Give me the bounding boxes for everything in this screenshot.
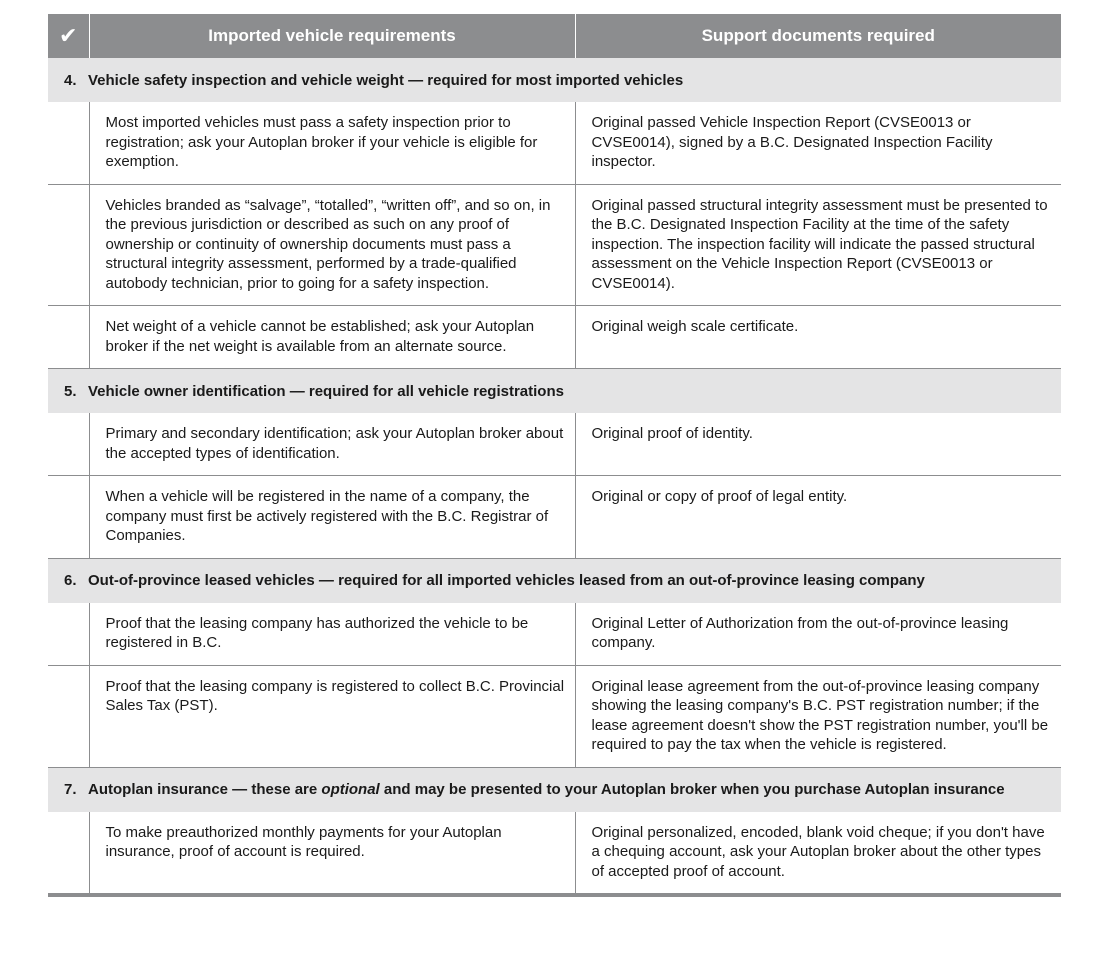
checkbox-cell[interactable] (48, 413, 89, 476)
checkbox-cell[interactable] (48, 184, 89, 306)
checkbox-cell[interactable] (48, 102, 89, 184)
document-cell: Original passed Vehicle Inspection Report (CVSE0013 or CVSE0014), signed by a B.C. Designated Inspection Facility inspector. (575, 102, 1061, 184)
table-row (48, 184, 1061, 306)
table-row (48, 603, 1061, 666)
column-header-requirements: Imported vehicle requirements (89, 14, 575, 58)
section-title (48, 369, 1061, 414)
section-header (48, 558, 1061, 603)
table-row (48, 102, 1061, 184)
checkbox-cell[interactable] (48, 306, 89, 369)
requirement-cell: Primary and secondary identification; ask your Autoplan broker about the accepted types of identification. (89, 413, 575, 476)
requirement-cell: Proof that the leasing company has authorized the vehicle to be registered in B.C. (89, 603, 575, 666)
checkbox-cell[interactable] (48, 476, 89, 559)
document-cell: Original proof of identity. (575, 413, 1061, 476)
section-title (48, 58, 1061, 102)
table-row (48, 413, 1061, 476)
document-cell: Original lease agreement from the out-of-province leasing company showing the leasing company's B.C. PST registration number; if the lease agreement doesn't show the PST registration number, you'll be required to pay the tax when the vehicle is registered. (575, 665, 1061, 767)
checkbox-cell[interactable] (48, 812, 89, 896)
section-title-emphasis: optional (321, 781, 380, 798)
section-header (48, 767, 1061, 812)
table-row (48, 306, 1061, 369)
table-row (48, 476, 1061, 559)
section-title-text: Vehicle owner identification — required for all vehicle registrations (88, 382, 564, 400)
section-title-text-end: and may be presented to your Autoplan broker when you purchase Autoplan insurance (379, 781, 1005, 798)
requirement-cell: Most imported vehicles must pass a safety inspection prior to registration; ask your Autoplan broker if your vehicle is eligible for exemption. (89, 102, 575, 184)
table-row (48, 812, 1061, 896)
column-header-documents: Support documents required (575, 14, 1061, 58)
section-number: 6. (64, 572, 77, 589)
section-number: 5. (64, 382, 77, 400)
requirement-cell: Vehicles branded as “salvage”, “totalled”, “written off”, and so on, in the previous jurisdiction or described as such on any proof of ownership or continuity of ownership documents must pass a structural integrity assessment, performed by a trade-qualified autobody technician, prior to going for a safety inspection. (89, 184, 575, 306)
document-cell: Original or copy of proof of legal entity. (575, 476, 1061, 559)
section-title-text: Out-of-province leased vehicles — required for all imported vehicles leased from an out-of-province leasing company (88, 572, 925, 589)
section-header (48, 58, 1061, 102)
section-number: 7. (64, 781, 77, 798)
section-title (48, 558, 1061, 603)
requirement-cell: Proof that the leasing company is registered to collect B.C. Provincial Sales Tax (PST). (89, 665, 575, 767)
section-title (48, 767, 1061, 812)
section-title-text: Autoplan insurance — these are (88, 781, 322, 798)
checkbox-cell[interactable] (48, 665, 89, 767)
document-cell: Original Letter of Authorization from the out-of-province leasing company. (575, 603, 1061, 666)
checkmark-icon: ✔ (48, 14, 89, 58)
section-title-text: Vehicle safety inspection and vehicle weight — required for most imported vehicles (88, 71, 684, 89)
table-header-row (48, 14, 1061, 58)
document-cell: Original weigh scale certificate. (575, 306, 1061, 369)
requirements-table-container (48, 14, 1061, 897)
document-cell: Original passed structural integrity assessment must be presented to the B.C. Designated Inspection Facility at the time of the safety inspection. The inspection facility will indicate the passed structural assessment on the Vehicle Inspection Report (CVSE0013 or CVSE0014). (575, 184, 1061, 306)
section-header (48, 369, 1061, 414)
requirement-cell: When a vehicle will be registered in the name of a company, the company must first be actively registered with the B.C. Registrar of Companies. (89, 476, 575, 559)
requirements-table (48, 14, 1061, 897)
document-cell: Original personalized, encoded, blank void cheque; if you don't have a chequing account, ask your Autoplan broker about the other types of accepted proof of account. (575, 812, 1061, 896)
table-row (48, 665, 1061, 767)
checkbox-cell[interactable] (48, 603, 89, 666)
requirement-cell: Net weight of a vehicle cannot be established; ask your Autoplan broker if the net weight is available from an alternate source. (89, 306, 575, 369)
requirement-cell: To make preauthorized monthly payments for your Autoplan insurance, proof of account is required. (89, 812, 575, 896)
section-number: 4. (64, 71, 77, 89)
